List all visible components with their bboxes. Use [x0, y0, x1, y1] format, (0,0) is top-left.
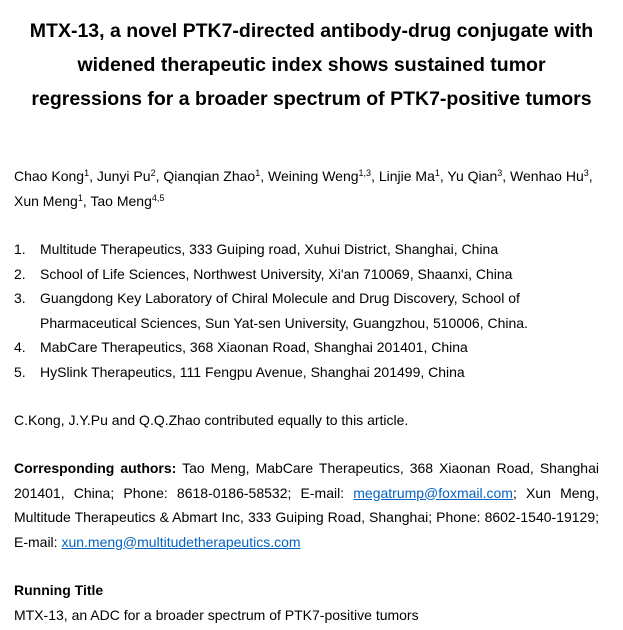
author: Qianqian Zhao$^1$,	[163, 168, 268, 184]
running-title-text: MTX-13, an ADC for a broader spectrum of PTK7-positive tumors	[14, 607, 419, 623]
author-list	[14, 164, 604, 213]
title-line: regressions for a broader spectrum of PTK7-positive tumors	[31, 88, 592, 110]
affiliation: 3. Guangdong Key Laboratory of Chiral Molecule and Drug Discovery, School of Pharmaceutical Sciences, Sun Yat-sen University, Guangzhou, 510006, China.	[14, 290, 528, 331]
email-link[interactable]: megatrump@foxmail.com	[353, 484, 513, 501]
affiliation-list	[14, 237, 604, 384]
email-link[interactable]: xun.meng@multitudetherapeutics.com	[61, 533, 301, 550]
corresponding-authors: Corresponding authors: Tao Meng, MabCare Therapeutics, 368 Xiaonan Road, Shanghai 201401, China; Phone: 8618-0186-58532; E-mail: megatrump@foxmail.com; Xun Meng, Multitude Therapeutics & Abmart Inc, 333 Guiping Road, Shanghai; Phone: 8602-1540-19129; E-mail: xun.meng@multitudetherapeutics.com	[14, 460, 599, 550]
author: Junyi Pu$^2$,	[96, 168, 164, 184]
author: Xun Meng$^1$,	[14, 192, 91, 209]
affiliation: 4. MabCare Therapeutics, 368 Xiaonan Road, Shanghai 201401, China	[14, 339, 468, 355]
author: Chao Kong$^1$,	[14, 168, 97, 184]
running-title-heading: Running Title	[14, 582, 104, 598]
author: Linjie Ma$^1$,	[378, 168, 448, 184]
paper-title	[0, 14, 623, 116]
author: Tao Meng$^{4,5}$	[90, 192, 165, 209]
corresponding-label: Corresponding authors:	[14, 460, 177, 476]
equal-contribution-note: C.Kong, J.Y.Pu and Q.Q.Zhao contributed equally to this article.	[14, 412, 409, 428]
author: Wenhao Hu$^3$,	[510, 168, 593, 184]
affiliation: 5. HySlink Therapeutics, 111 Fengpu Avenue, Shanghai 201499, China	[14, 363, 465, 380]
affiliation: 1. Multitude Therapeutics, 333 Guiping road, Xuhui District, Shanghai, China	[14, 241, 499, 257]
title-line: widened therapeutic index shows sustained tumor	[77, 54, 546, 76]
author: Weining Weng$^{1,3}$,	[268, 168, 379, 184]
title-line: MTX-13, a novel PTK7-directed antibody-drug conjugate with	[29, 20, 594, 42]
affiliation: 2. School of Life Sciences, Northwest University, Xi'an 710069, Shaanxi, China	[14, 265, 513, 282]
author: Yu Qian$^3$,	[447, 168, 511, 184]
